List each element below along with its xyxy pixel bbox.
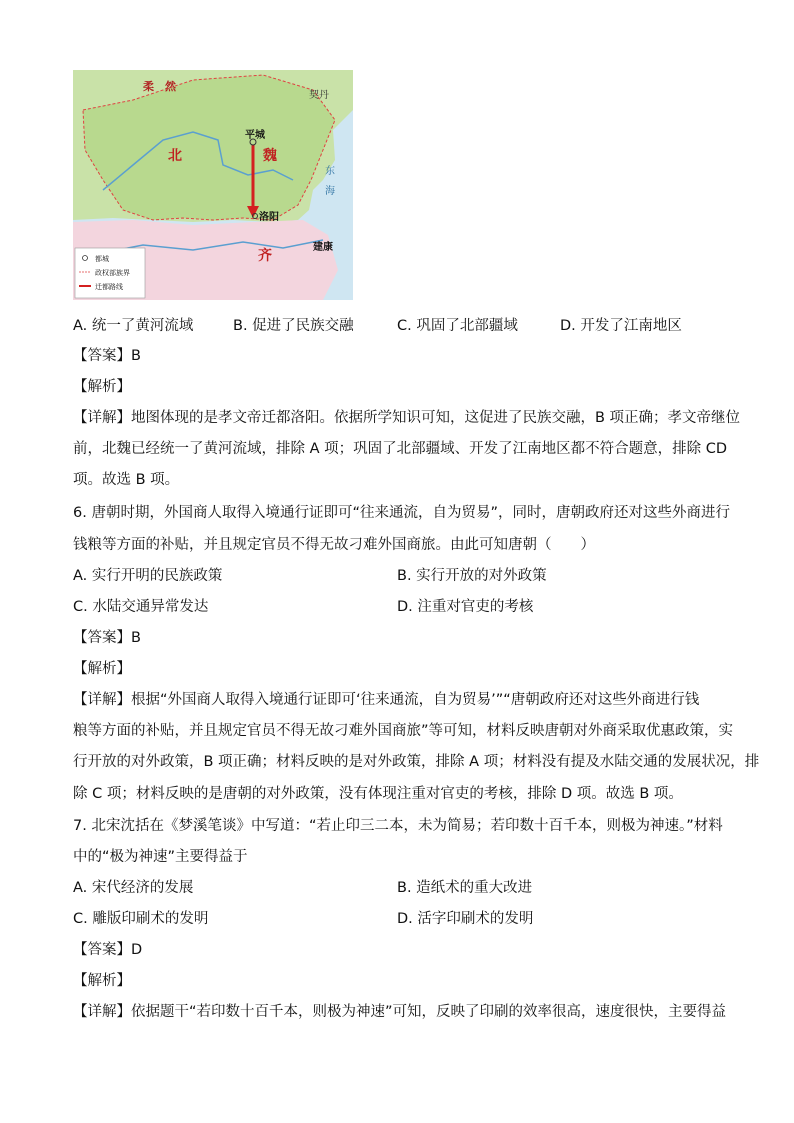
q6-option-d: D. 注重对官吏的考核 bbox=[397, 599, 534, 615]
q5-analysis-heading: 【解析】 bbox=[73, 379, 131, 395]
label-pingcheng: 平城 bbox=[245, 130, 265, 141]
q5-option-b: B. 促进了民族交融 bbox=[233, 318, 354, 334]
q6-stem-line-1: 6. 唐朝时期，外国商人取得入境通行证即可“往来通流，自为贸易”，同时，唐朝政府还对这些外商进行 bbox=[73, 505, 730, 521]
q7-stem-line-2: 中的“极为神速”主要得益于 bbox=[73, 849, 248, 865]
q5-detail-line-2: 前，北魏已经统一了黄河流域，排除 A 项；巩固了北部疆域、开发了江南地区都不符合题意，排除 CD bbox=[73, 441, 728, 457]
q7-analysis-heading: 【解析】 bbox=[73, 973, 131, 989]
q6-detail-line-1: 【详解】根据“外国商人取得入境通行证即可‘往来通流，自为贸易’”“唐朝政府还对这些外商进行钱 bbox=[73, 692, 700, 708]
q7-option-c: C. 雕版印刷术的发明 bbox=[73, 911, 209, 927]
q6-detail-line-3: 行开放的对外政策，B 项正确；材料反映的是对外政策，排除 A 项；材料没有提及水陆交通的发展状况，排 bbox=[73, 754, 760, 770]
q5-option-a: A. 统一了黄河流域 bbox=[73, 318, 194, 334]
q6-option-b: B. 实行开放的对外政策 bbox=[397, 568, 547, 584]
q6-analysis-heading: 【解析】 bbox=[73, 661, 131, 677]
q5-detail-line-1: 【详解】地图体现的是孝文帝迁都洛阳。依据所学知识可知，这促进了民族交融，B 项正确；孝文帝继位 bbox=[73, 410, 741, 426]
label-jiankang: 建康 bbox=[313, 242, 333, 253]
q7-detail-line-1: 【详解】依据题干“若印数十百千本，则极为神速”可知，反映了印刷的效率很高，速度很快，主要得益 bbox=[73, 1004, 727, 1020]
q5-answer: 【答案】B bbox=[73, 348, 141, 364]
q6-detail-line-4: 除 C 项；材料反映的是唐朝的对外政策，没有体现注重对官吏的考核，排除 D 项。故选 B 项。 bbox=[73, 786, 683, 802]
q6-option-a: A. 实行开明的民族政策 bbox=[73, 568, 223, 584]
legend-capital-label: 都城 bbox=[95, 255, 109, 263]
label-bei: 北 bbox=[168, 148, 182, 164]
q7-option-d: D. 活字印刷术的发明 bbox=[397, 911, 534, 927]
q5-option-d: D. 开发了江南地区 bbox=[560, 318, 682, 334]
label-rouran: 柔 然 bbox=[143, 80, 176, 93]
legend-route-label: 迁都路线 bbox=[95, 283, 123, 291]
q7-option-a: A. 宋代经济的发展 bbox=[73, 880, 194, 896]
q7-stem-line-1: 7. 北宋沈括在《梦溪笔谈》中写道：“若止印三二本，未为简易；若印数十百千本，则极为神速。”材料 bbox=[73, 818, 723, 834]
q6-option-c: C. 水陆交通异常发达 bbox=[73, 599, 209, 615]
label-donghai: 东 海 bbox=[322, 165, 334, 195]
q5-option-c: C. 巩固了北部疆域 bbox=[397, 318, 518, 334]
legend-border-label: 政权部族界 bbox=[95, 269, 130, 277]
q6-stem-line-2: 钱粮等方面的补贴，并且规定官员不得无故刁难外国商旅。由此可知唐朝（ ） bbox=[73, 537, 595, 553]
label-luoyang: 洛阳 bbox=[259, 212, 279, 223]
q5-detail-line-3: 项。故选 B 项。 bbox=[73, 472, 180, 488]
q7-answer: 【答案】D bbox=[73, 942, 143, 958]
label-qi: 齐 bbox=[258, 248, 272, 264]
northern-wei-map bbox=[73, 70, 353, 300]
label-qidan: 契丹 bbox=[309, 90, 329, 101]
q6-answer: 【答案】B bbox=[73, 630, 141, 646]
label-wei: 魏 bbox=[263, 148, 277, 164]
q6-detail-line-2: 粮等方面的补贴，并且规定官员不得无故刁难外国商旅”等可知，材料反映唐朝对外商采取优惠政策，实 bbox=[73, 723, 734, 739]
q7-option-b: B. 造纸术的重大改进 bbox=[397, 880, 533, 896]
